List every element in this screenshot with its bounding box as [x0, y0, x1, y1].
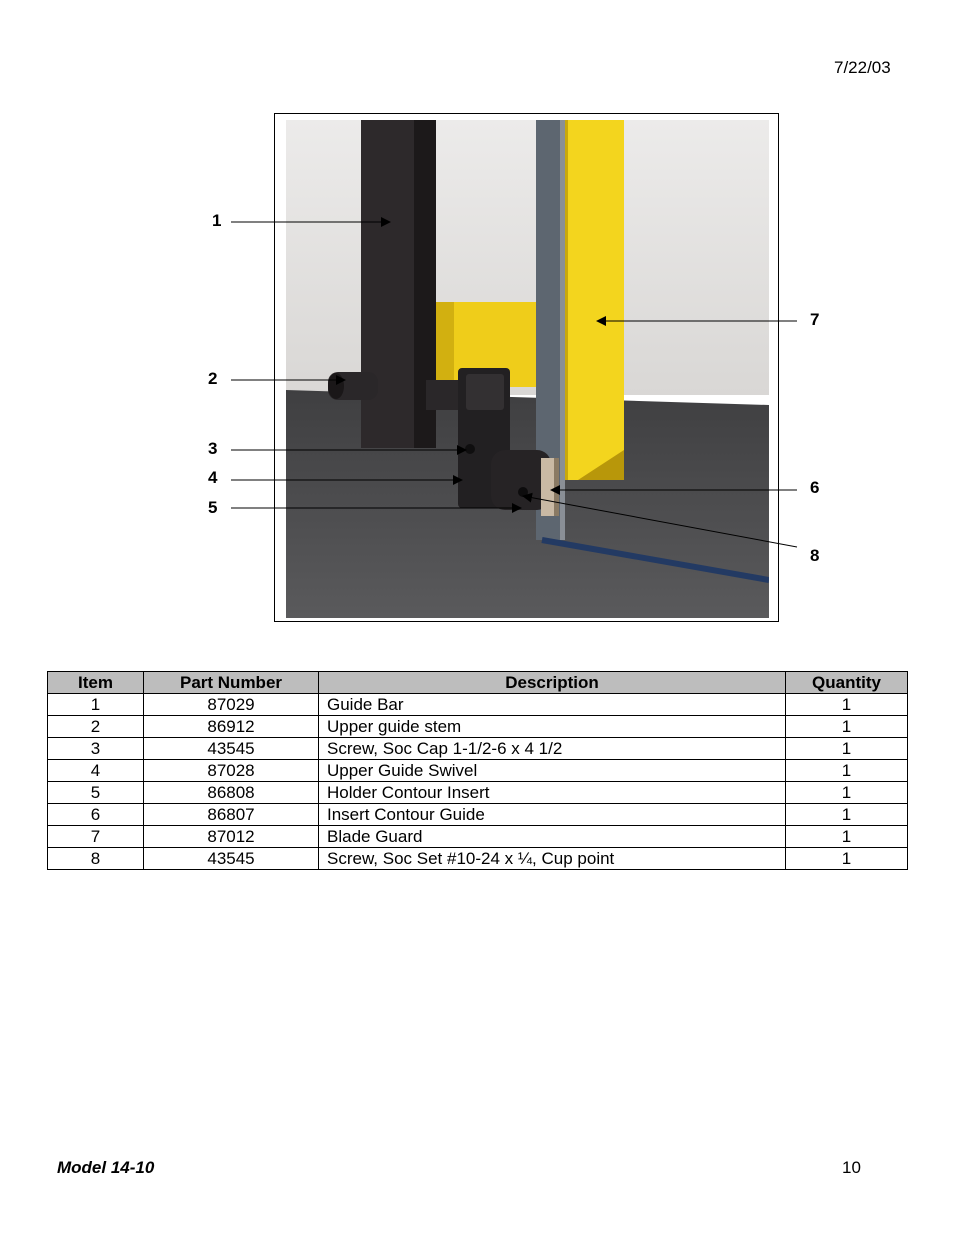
description-cell: Insert Contour Guide [319, 804, 786, 826]
set-screw [518, 487, 528, 497]
cap-screw-hole [465, 444, 475, 454]
quantity-cell: 1 [786, 804, 908, 826]
quantity-cell: 1 [786, 848, 908, 870]
callout-number-4: 4 [208, 468, 218, 487]
description-cell: Guide Bar [319, 694, 786, 716]
quantity-cell: 1 [786, 760, 908, 782]
callout-number-6: 6 [810, 478, 820, 497]
description-cell: Screw, Soc Cap 1-1/2-6 x 4 1/2 [319, 738, 786, 760]
description-cell: Upper Guide Swivel [319, 760, 786, 782]
table-row [48, 760, 908, 782]
description-cell: Upper guide stem [319, 716, 786, 738]
item-cell: 3 [48, 738, 144, 760]
parts-list-table [47, 671, 908, 870]
callout-number-1: 1 [212, 211, 222, 230]
part-number-cell: 87012 [144, 826, 319, 848]
quantity-cell: 1 [786, 738, 908, 760]
header-description: Description [319, 672, 786, 694]
item-cell: 4 [48, 760, 144, 782]
item-cell: 8 [48, 848, 144, 870]
quantity-cell: 1 [786, 716, 908, 738]
table-row [48, 716, 908, 738]
callout-number-7: 7 [810, 310, 820, 329]
part-number-cell: 87028 [144, 760, 319, 782]
parts-figure-frame [274, 113, 779, 622]
quantity-cell: 1 [786, 782, 908, 804]
table-row [48, 804, 908, 826]
header-item: Item [48, 672, 144, 694]
description-cell: Blade Guard [319, 826, 786, 848]
description-cell: Holder Contour Insert [319, 782, 786, 804]
guide-assembly-photo [286, 120, 769, 618]
part-number-cell: 87029 [144, 694, 319, 716]
item-cell: 7 [48, 826, 144, 848]
description-cell: Screw, Soc Set #10-24 x ¼, Cup point [319, 848, 786, 870]
quantity-cell: 1 [786, 694, 908, 716]
part-number-cell: 86807 [144, 804, 319, 826]
part-number-cell: 86912 [144, 716, 319, 738]
callout-number-2: 2 [208, 369, 218, 388]
footer-page-number: 10 [842, 1158, 861, 1177]
part-number-cell: 86808 [144, 782, 319, 804]
table-row [48, 826, 908, 848]
table-row [48, 782, 908, 804]
part-number-cell: 43545 [144, 738, 319, 760]
header-quantity: Quantity [786, 672, 908, 694]
header-part-number: Part Number [144, 672, 319, 694]
table-header-row [48, 672, 908, 694]
item-cell: 1 [48, 694, 144, 716]
document-date: 7/22/03 [834, 58, 891, 77]
footer-model-name: Model 14-10 [57, 1158, 155, 1177]
table-row [48, 848, 908, 870]
part-number-cell: 43545 [144, 848, 319, 870]
callout-number-3: 3 [208, 439, 218, 458]
item-cell: 6 [48, 804, 144, 826]
table-row [48, 738, 908, 760]
callout-number-8: 8 [810, 546, 820, 565]
table-row [48, 694, 908, 716]
quantity-cell: 1 [786, 826, 908, 848]
item-cell: 2 [48, 716, 144, 738]
callout-number-5: 5 [208, 498, 218, 517]
item-cell: 5 [48, 782, 144, 804]
